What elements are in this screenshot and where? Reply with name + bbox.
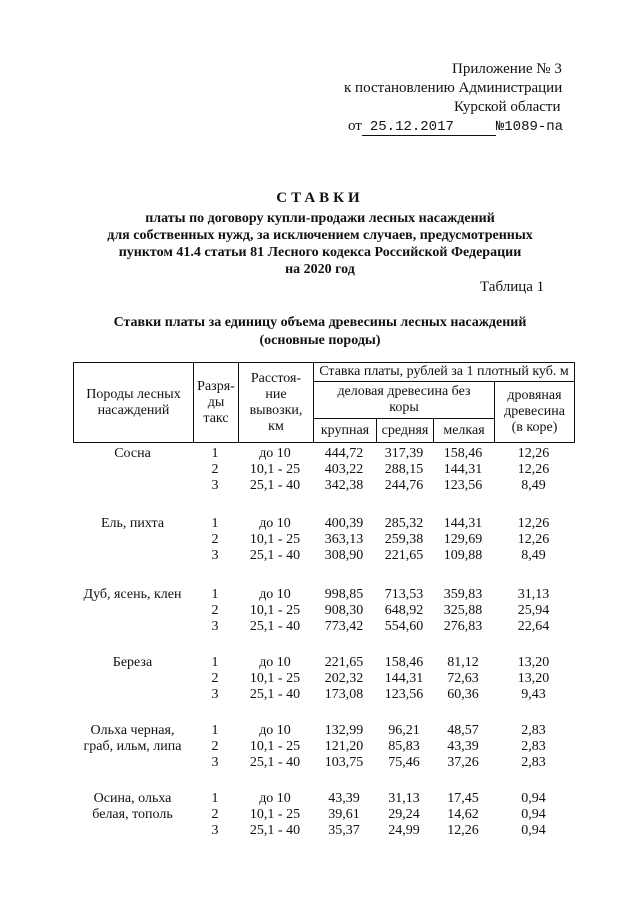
annex-block [340, 60, 600, 137]
fuel-wood-rate: 12,26 [517, 532, 550, 547]
fuel-wood-rate: 12,26 [517, 446, 550, 461]
header-medium: средняя [377, 419, 434, 443]
large-wood-rate: 132,99 [324, 723, 364, 738]
table-row [73, 532, 573, 548]
annex-number: №1089-па [495, 119, 564, 135]
medium-wood-rate: 221,65 [384, 548, 424, 563]
large-wood-rate: 173,08 [324, 687, 364, 702]
rate-class: 1 [211, 723, 219, 738]
annex-line-3: Курской области [454, 99, 561, 115]
species-name: белая, тополь [92, 807, 173, 822]
table-row [73, 791, 573, 807]
table-row [73, 603, 573, 619]
distance: до 10 [259, 791, 291, 806]
header-species: Породы лесных насаждений [74, 363, 194, 443]
species-name: Ольха черная, [90, 723, 175, 738]
rate-class: 3 [211, 548, 219, 563]
distance: до 10 [259, 516, 291, 531]
subtitle-line: (основные породы) [259, 333, 381, 348]
medium-wood-rate: 317,39 [384, 446, 424, 461]
medium-wood-rate: 554,60 [384, 619, 424, 634]
large-wood-rate: 121,20 [324, 739, 364, 754]
medium-wood-rate: 85,83 [388, 739, 420, 754]
distance: 10,1 - 25 [249, 603, 301, 618]
distance: 10,1 - 25 [249, 462, 301, 477]
large-wood-rate: 43,39 [328, 791, 360, 806]
large-wood-rate: 908,30 [324, 603, 364, 618]
fuel-wood-rate: 8,49 [521, 478, 546, 493]
small-wood-rate: 144,31 [443, 516, 483, 531]
small-wood-rate: 158,46 [443, 446, 483, 461]
table-label: Таблица 1 [480, 279, 545, 295]
fuel-wood-rate: 0,94 [521, 807, 546, 822]
fuel-wood-rate: 2,83 [521, 739, 546, 754]
header-large: крупная [314, 419, 377, 443]
title-line: для собственных нужд, за исключением случаев, предусмотренных [107, 228, 533, 243]
rate-class: 3 [211, 823, 219, 838]
fuel-wood-rate: 9,43 [521, 687, 546, 702]
table-row [73, 739, 573, 755]
table-row [73, 619, 573, 635]
large-wood-rate: 39,61 [328, 807, 360, 822]
table-row [73, 807, 573, 823]
rate-class: 1 [211, 587, 219, 602]
fuel-wood-rate: 13,20 [517, 655, 550, 670]
distance: 25,1 - 40 [249, 548, 301, 563]
header-business-wood: деловая древесина без коры [314, 382, 495, 419]
large-wood-rate: 342,38 [324, 478, 364, 493]
annex-line-2: к постановлению Администрации [344, 80, 563, 96]
medium-wood-rate: 31,13 [388, 791, 420, 806]
small-wood-rate: 17,45 [447, 791, 479, 806]
rate-class: 1 [211, 655, 219, 670]
large-wood-rate: 444,72 [324, 446, 364, 461]
rate-class: 3 [211, 687, 219, 702]
distance: до 10 [259, 723, 291, 738]
species-group [73, 655, 573, 703]
species-name: Осина, ольха [93, 791, 172, 806]
rate-class: 1 [211, 446, 219, 461]
large-wood-rate: 308,90 [324, 548, 364, 563]
medium-wood-rate: 123,56 [384, 687, 424, 702]
medium-wood-rate: 244,76 [384, 478, 424, 493]
species-group [73, 587, 573, 635]
small-wood-rate: 60,36 [447, 687, 479, 702]
fuel-wood-rate: 8,49 [521, 548, 546, 563]
large-wood-rate: 773,42 [324, 619, 364, 634]
annex-date-line [340, 117, 600, 137]
species-name: Ель, пихта [100, 516, 165, 531]
fuel-wood-rate: 25,94 [517, 603, 550, 618]
species-name: Дуб, ясень, клен [83, 587, 182, 602]
table-row [73, 723, 573, 739]
small-wood-rate: 109,88 [443, 548, 483, 563]
distance: 25,1 - 40 [249, 619, 301, 634]
large-wood-rate: 998,85 [324, 587, 364, 602]
medium-wood-rate: 259,38 [384, 532, 424, 547]
fuel-wood-rate: 0,94 [521, 791, 546, 806]
species-name: Береза [112, 655, 153, 670]
species-group [73, 791, 573, 839]
table-row [73, 462, 573, 478]
table-row [73, 478, 573, 494]
distance: до 10 [259, 446, 291, 461]
medium-wood-rate: 713,53 [384, 587, 424, 602]
rate-class: 3 [211, 478, 219, 493]
small-wood-rate: 14,62 [447, 807, 479, 822]
small-wood-rate: 123,56 [443, 478, 483, 493]
title-line: платы по договору купли-продажи лесных насаждений [145, 211, 495, 226]
distance: 10,1 - 25 [249, 739, 301, 754]
table-row [73, 687, 573, 703]
large-wood-rate: 363,13 [324, 532, 364, 547]
fuel-wood-rate: 0,94 [521, 823, 546, 838]
header-distance: Расстоя- ние вывозки, км [239, 363, 314, 443]
header-rate: Ставка платы, рублей за 1 плотный куб. м [314, 363, 575, 382]
table-row [73, 548, 573, 564]
title-line: на 2020 год [285, 262, 355, 277]
table-row [73, 671, 573, 687]
rate-class: 2 [211, 671, 219, 686]
small-wood-rate: 325,88 [443, 603, 483, 618]
rate-class: 2 [211, 532, 219, 547]
rate-class: 1 [211, 516, 219, 531]
fuel-wood-rate: 12,26 [517, 462, 550, 477]
rate-class: 2 [211, 462, 219, 477]
small-wood-rate: 129,69 [443, 532, 483, 547]
fuel-wood-rate: 2,83 [521, 755, 546, 770]
rate-class: 3 [211, 755, 219, 770]
fuel-wood-rate: 2,83 [521, 723, 546, 738]
small-wood-rate: 81,12 [447, 655, 479, 670]
table-row [73, 587, 573, 603]
rate-class: 2 [211, 603, 219, 618]
document-title [60, 190, 580, 278]
distance: до 10 [259, 587, 291, 602]
header-small: мелкая [434, 419, 495, 443]
annex-line-1: Приложение № 3 [452, 61, 562, 77]
large-wood-rate: 221,65 [324, 655, 364, 670]
medium-wood-rate: 29,24 [388, 807, 420, 822]
small-wood-rate: 43,39 [447, 739, 479, 754]
distance: до 10 [259, 655, 291, 670]
medium-wood-rate: 24,99 [388, 823, 420, 838]
small-wood-rate: 359,83 [443, 587, 483, 602]
fuel-wood-rate: 12,26 [517, 516, 550, 531]
rate-class: 2 [211, 807, 219, 822]
large-wood-rate: 35,37 [328, 823, 360, 838]
distance: 25,1 - 40 [249, 687, 301, 702]
medium-wood-rate: 288,15 [384, 462, 424, 477]
annex-date: 25.12.2017 [362, 119, 496, 136]
medium-wood-rate: 648,92 [384, 603, 424, 618]
distance: 10,1 - 25 [249, 671, 301, 686]
small-wood-rate: 72,63 [447, 671, 479, 686]
small-wood-rate: 144,31 [443, 462, 483, 477]
medium-wood-rate: 144,31 [384, 671, 424, 686]
subtitle-line: Ставки платы за единицу объема древесины лесных насаждений [113, 315, 527, 330]
small-wood-rate: 276,83 [443, 619, 483, 634]
annex-from: от [348, 118, 362, 134]
small-wood-rate: 37,26 [447, 755, 479, 770]
species-group [73, 723, 573, 771]
distance: 10,1 - 25 [249, 807, 301, 822]
fuel-wood-rate: 22,64 [517, 619, 550, 634]
medium-wood-rate: 158,46 [384, 655, 424, 670]
large-wood-rate: 103,75 [324, 755, 364, 770]
distance: 25,1 - 40 [249, 478, 301, 493]
medium-wood-rate: 285,32 [384, 516, 424, 531]
distance: 25,1 - 40 [249, 755, 301, 770]
table-row [73, 655, 573, 671]
large-wood-rate: 403,22 [324, 462, 364, 477]
species-name: граб, ильм, липа [83, 739, 182, 754]
distance: 10,1 - 25 [249, 532, 301, 547]
medium-wood-rate: 96,21 [388, 723, 420, 738]
rate-class: 1 [211, 791, 219, 806]
small-wood-rate: 12,26 [447, 823, 479, 838]
species-group [73, 516, 573, 564]
medium-wood-rate: 75,46 [388, 755, 420, 770]
table-row [73, 516, 573, 532]
large-wood-rate: 400,39 [324, 516, 364, 531]
fuel-wood-rate: 13,20 [517, 671, 550, 686]
large-wood-rate: 202,32 [324, 671, 364, 686]
fuel-wood-rate: 31,13 [517, 587, 550, 602]
title-main: СТАВКИ [276, 190, 364, 206]
rate-class: 3 [211, 619, 219, 634]
table-subtitle [60, 314, 580, 350]
small-wood-rate: 48,57 [447, 723, 479, 738]
species-name: Сосна [114, 446, 151, 461]
table-row [73, 446, 573, 462]
species-group [73, 446, 573, 494]
header-fuel-wood: дровяная древесина (в коре) [495, 382, 575, 443]
header-classes: Разря- ды такс [194, 363, 239, 443]
distance: 25,1 - 40 [249, 823, 301, 838]
table-row [73, 823, 573, 839]
rate-class: 2 [211, 739, 219, 754]
title-line: пунктом 41.4 статьи 81 Лесного кодекса Российской Федерации [118, 245, 522, 260]
table-row [73, 755, 573, 771]
table-header [73, 362, 575, 443]
